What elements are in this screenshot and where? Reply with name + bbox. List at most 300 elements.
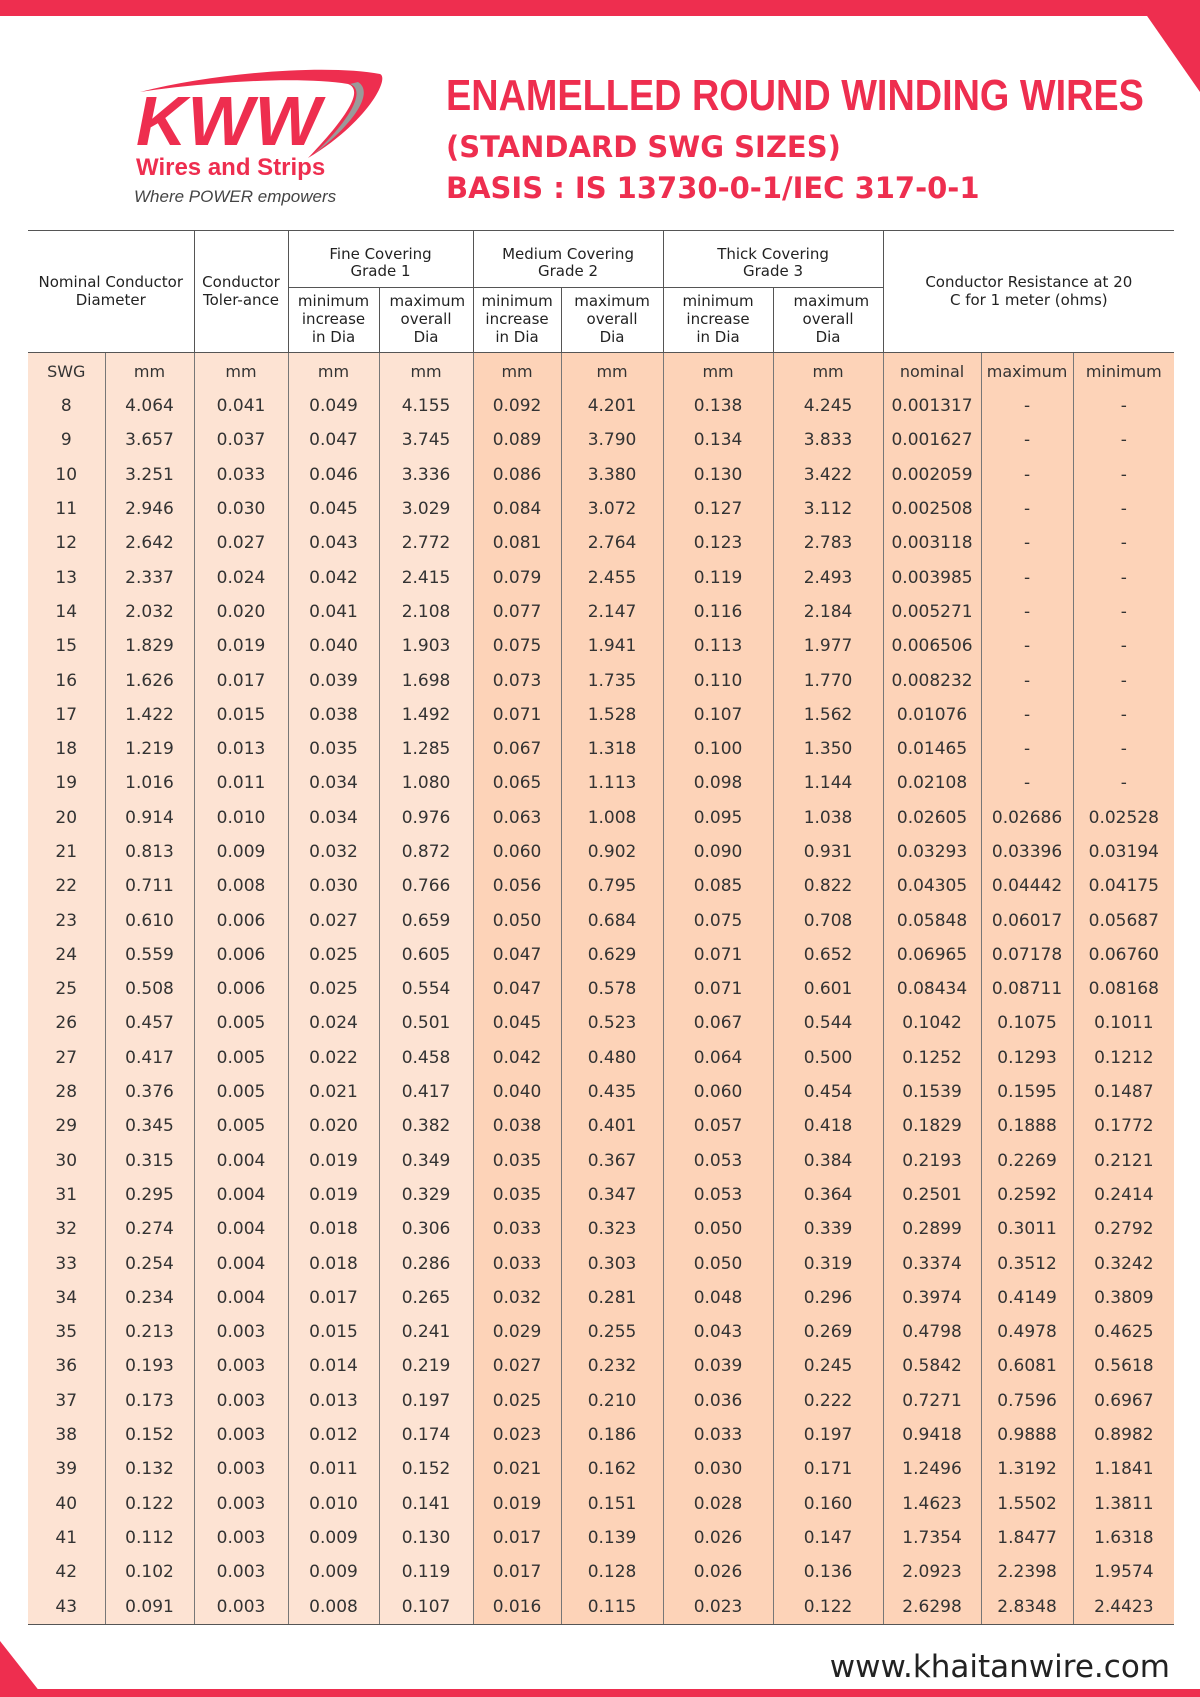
cell-thick-max: 1.350 xyxy=(773,732,883,766)
cell-medium-max: 0.367 xyxy=(561,1144,663,1178)
cell-resistance-nominal: 0.1252 xyxy=(883,1041,981,1075)
cell-medium-min: 0.047 xyxy=(473,972,561,1006)
cell-resistance-min: 0.04175 xyxy=(1073,869,1174,903)
cell-resistance-max: - xyxy=(981,663,1073,697)
cell-nominal-diameter: 1.626 xyxy=(105,663,194,697)
cell-resistance-min: 1.6318 xyxy=(1073,1521,1174,1555)
cell-resistance-nominal: 0.4798 xyxy=(883,1315,981,1349)
header-medium-min: minimum increase in Dia xyxy=(473,288,561,353)
table-row xyxy=(28,1487,1174,1521)
cell-fine-max: 0.605 xyxy=(379,938,473,972)
cell-medium-min: 0.063 xyxy=(473,801,561,835)
cell-resistance-nominal: 0.003985 xyxy=(883,560,981,594)
cell-resistance-nominal: 0.1829 xyxy=(883,1109,981,1143)
cell-resistance-min: - xyxy=(1073,732,1174,766)
cell-thick-min: 0.085 xyxy=(663,869,773,903)
cell-swg: 12 xyxy=(28,526,105,560)
cell-resistance-nominal: 0.06965 xyxy=(883,938,981,972)
cell-fine-min: 0.040 xyxy=(288,629,379,663)
cell-fine-min: 0.019 xyxy=(288,1144,379,1178)
cell-thick-min: 0.026 xyxy=(663,1555,773,1589)
cell-tolerance: 0.004 xyxy=(194,1212,288,1246)
table-row xyxy=(28,663,1174,697)
cell-medium-min: 0.079 xyxy=(473,560,561,594)
cell-thick-max: 0.544 xyxy=(773,1006,883,1040)
cell-resistance-min: 1.3811 xyxy=(1073,1487,1174,1521)
cell-medium-max: 4.201 xyxy=(561,389,663,423)
cell-thick-max: 0.364 xyxy=(773,1178,883,1212)
cell-medium-max: 0.255 xyxy=(561,1315,663,1349)
cell-medium-max: 0.210 xyxy=(561,1384,663,1418)
cell-medium-max: 3.790 xyxy=(561,423,663,457)
table-row xyxy=(28,1109,1174,1143)
cell-fine-min: 0.038 xyxy=(288,698,379,732)
cell-fine-min: 0.049 xyxy=(288,389,379,423)
table-row xyxy=(28,595,1174,629)
cell-fine-max: 3.336 xyxy=(379,458,473,492)
cell-resistance-nominal: 0.002508 xyxy=(883,492,981,526)
cell-fine-max: 1.492 xyxy=(379,698,473,732)
cell-resistance-max: 0.2269 xyxy=(981,1144,1073,1178)
cell-nominal-diameter: 0.376 xyxy=(105,1075,194,1109)
cell-fine-max: 1.698 xyxy=(379,663,473,697)
table-row xyxy=(28,389,1174,423)
cell-resistance-max: - xyxy=(981,492,1073,526)
cell-resistance-nominal: 0.3374 xyxy=(883,1246,981,1280)
cell-resistance-nominal: 0.005271 xyxy=(883,595,981,629)
cell-fine-min: 0.021 xyxy=(288,1075,379,1109)
cell-thick-min: 0.050 xyxy=(663,1246,773,1280)
unit-cell-nominal-diameter: mm xyxy=(105,353,194,390)
cell-fine-max: 0.197 xyxy=(379,1384,473,1418)
cell-thick-max: 0.652 xyxy=(773,938,883,972)
cell-medium-min: 0.029 xyxy=(473,1315,561,1349)
cell-fine-min: 0.045 xyxy=(288,492,379,526)
cell-medium-min: 0.067 xyxy=(473,732,561,766)
cell-resistance-max: - xyxy=(981,595,1073,629)
cell-fine-min: 0.034 xyxy=(288,766,379,800)
table-row xyxy=(28,1006,1174,1040)
cell-tolerance: 0.003 xyxy=(194,1315,288,1349)
cell-medium-min: 0.016 xyxy=(473,1589,561,1624)
bottom-accent-bar xyxy=(0,1689,1200,1697)
cell-tolerance: 0.003 xyxy=(194,1349,288,1383)
cell-fine-max: 1.080 xyxy=(379,766,473,800)
cell-medium-min: 0.023 xyxy=(473,1418,561,1452)
cell-tolerance: 0.010 xyxy=(194,801,288,835)
cell-fine-max: 0.659 xyxy=(379,903,473,937)
cell-nominal-diameter: 0.914 xyxy=(105,801,194,835)
unit-cell-tolerance: mm xyxy=(194,353,288,390)
cell-nominal-diameter: 0.102 xyxy=(105,1555,194,1589)
cell-fine-min: 0.012 xyxy=(288,1418,379,1452)
cell-thick-min: 0.023 xyxy=(663,1589,773,1624)
cell-thick-min: 0.036 xyxy=(663,1384,773,1418)
cell-fine-max: 0.130 xyxy=(379,1521,473,1555)
cell-thick-min: 0.116 xyxy=(663,595,773,629)
cell-thick-min: 0.030 xyxy=(663,1452,773,1486)
cell-nominal-diameter: 0.213 xyxy=(105,1315,194,1349)
cell-fine-min: 0.041 xyxy=(288,595,379,629)
cell-fine-max: 3.745 xyxy=(379,423,473,457)
cell-thick-max: 1.562 xyxy=(773,698,883,732)
cell-fine-min: 0.019 xyxy=(288,1178,379,1212)
cell-resistance-min: 0.05687 xyxy=(1073,903,1174,937)
cell-medium-max: 0.186 xyxy=(561,1418,663,1452)
cell-thick-min: 0.123 xyxy=(663,526,773,560)
cell-nominal-diameter: 2.032 xyxy=(105,595,194,629)
cell-medium-max: 0.115 xyxy=(561,1589,663,1624)
kww-logo xyxy=(128,66,388,216)
cell-nominal-diameter: 0.610 xyxy=(105,903,194,937)
cell-medium-min: 0.033 xyxy=(473,1212,561,1246)
cell-tolerance: 0.011 xyxy=(194,766,288,800)
cell-tolerance: 0.004 xyxy=(194,1246,288,1280)
table-row xyxy=(28,560,1174,594)
cell-fine-max: 2.108 xyxy=(379,595,473,629)
cell-thick-max: 2.184 xyxy=(773,595,883,629)
cell-thick-min: 0.075 xyxy=(663,903,773,937)
cell-tolerance: 0.003 xyxy=(194,1452,288,1486)
cell-thick-max: 1.770 xyxy=(773,663,883,697)
cell-thick-max: 0.339 xyxy=(773,1212,883,1246)
cell-thick-max: 2.783 xyxy=(773,526,883,560)
cell-resistance-nominal: 0.05848 xyxy=(883,903,981,937)
cell-fine-min: 0.018 xyxy=(288,1212,379,1246)
cell-swg: 8 xyxy=(28,389,105,423)
cell-thick-max: 0.708 xyxy=(773,903,883,937)
cell-swg: 19 xyxy=(28,766,105,800)
cell-resistance-max: 0.6081 xyxy=(981,1349,1073,1383)
cell-medium-max: 0.684 xyxy=(561,903,663,937)
cell-thick-max: 0.454 xyxy=(773,1075,883,1109)
table-row xyxy=(28,732,1174,766)
cell-tolerance: 0.003 xyxy=(194,1487,288,1521)
unit-cell-medium-min: mm xyxy=(473,353,561,390)
cell-nominal-diameter: 0.254 xyxy=(105,1246,194,1280)
cell-thick-max: 1.038 xyxy=(773,801,883,835)
cell-resistance-min: 0.02528 xyxy=(1073,801,1174,835)
cell-thick-max: 0.500 xyxy=(773,1041,883,1075)
header-medium-max: maximum overall Dia xyxy=(561,288,663,353)
cell-tolerance: 0.027 xyxy=(194,526,288,560)
cell-tolerance: 0.003 xyxy=(194,1384,288,1418)
logo-tagline: Where POWER empowers xyxy=(134,187,337,206)
top-accent-bar xyxy=(0,0,1200,16)
cell-resistance-min: 0.06760 xyxy=(1073,938,1174,972)
cell-fine-max: 0.286 xyxy=(379,1246,473,1280)
cell-medium-min: 0.027 xyxy=(473,1349,561,1383)
cell-medium-max: 2.455 xyxy=(561,560,663,594)
cell-resistance-max: 1.5502 xyxy=(981,1487,1073,1521)
cell-resistance-max: 0.7596 xyxy=(981,1384,1073,1418)
cell-resistance-max: - xyxy=(981,458,1073,492)
cell-medium-max: 1.941 xyxy=(561,629,663,663)
cell-resistance-nominal: 0.02108 xyxy=(883,766,981,800)
cell-resistance-max: - xyxy=(981,526,1073,560)
cell-tolerance: 0.013 xyxy=(194,732,288,766)
cell-nominal-diameter: 0.091 xyxy=(105,1589,194,1624)
cell-nominal-diameter: 2.946 xyxy=(105,492,194,526)
cell-resistance-nominal: 0.002059 xyxy=(883,458,981,492)
cell-tolerance: 0.004 xyxy=(194,1144,288,1178)
cell-swg: 24 xyxy=(28,938,105,972)
cell-tolerance: 0.006 xyxy=(194,938,288,972)
cell-nominal-diameter: 3.251 xyxy=(105,458,194,492)
cell-swg: 9 xyxy=(28,423,105,457)
cell-medium-min: 0.017 xyxy=(473,1555,561,1589)
cell-nominal-diameter: 1.829 xyxy=(105,629,194,663)
table-row xyxy=(28,1075,1174,1109)
cell-thick-max: 0.222 xyxy=(773,1384,883,1418)
cell-resistance-max: - xyxy=(981,629,1073,663)
cell-resistance-min: 0.1487 xyxy=(1073,1075,1174,1109)
cell-fine-min: 0.020 xyxy=(288,1109,379,1143)
cell-tolerance: 0.041 xyxy=(194,389,288,423)
cell-medium-max: 0.128 xyxy=(561,1555,663,1589)
cell-thick-min: 0.053 xyxy=(663,1178,773,1212)
cell-resistance-nominal: 0.9418 xyxy=(883,1418,981,1452)
website-url: www.khaitanwire.com xyxy=(829,1649,1170,1685)
cell-tolerance: 0.003 xyxy=(194,1521,288,1555)
cell-swg: 21 xyxy=(28,835,105,869)
cell-swg: 22 xyxy=(28,869,105,903)
cell-tolerance: 0.037 xyxy=(194,423,288,457)
cell-swg: 20 xyxy=(28,801,105,835)
cell-nominal-diameter: 0.457 xyxy=(105,1006,194,1040)
cell-resistance-nominal: 0.7271 xyxy=(883,1384,981,1418)
cell-tolerance: 0.020 xyxy=(194,595,288,629)
unit-cell-fine-max: mm xyxy=(379,353,473,390)
cell-fine-max: 0.107 xyxy=(379,1589,473,1624)
cell-resistance-min: 0.1212 xyxy=(1073,1041,1174,1075)
cell-medium-max: 0.151 xyxy=(561,1487,663,1521)
standard-basis: BASIS : IS 13730-0-1/IEC 317-0-1 xyxy=(446,171,980,205)
cell-thick-max: 0.269 xyxy=(773,1315,883,1349)
cell-fine-max: 0.872 xyxy=(379,835,473,869)
cell-resistance-nominal: 0.5842 xyxy=(883,1349,981,1383)
cell-fine-max: 4.155 xyxy=(379,389,473,423)
cell-nominal-diameter: 1.422 xyxy=(105,698,194,732)
cell-fine-min: 0.014 xyxy=(288,1349,379,1383)
cell-nominal-diameter: 0.813 xyxy=(105,835,194,869)
table-body xyxy=(28,353,1174,1625)
cell-fine-max: 2.772 xyxy=(379,526,473,560)
cell-swg: 29 xyxy=(28,1109,105,1143)
cell-resistance-nominal: 0.2501 xyxy=(883,1178,981,1212)
cell-medium-max: 0.435 xyxy=(561,1075,663,1109)
table-row xyxy=(28,1212,1174,1246)
cell-medium-min: 0.050 xyxy=(473,903,561,937)
cell-tolerance: 0.004 xyxy=(194,1178,288,1212)
cell-resistance-min: 0.1011 xyxy=(1073,1006,1174,1040)
cell-resistance-min: - xyxy=(1073,492,1174,526)
cell-fine-min: 0.039 xyxy=(288,663,379,697)
cell-fine-max: 0.458 xyxy=(379,1041,473,1075)
cell-medium-max: 0.303 xyxy=(561,1246,663,1280)
table-row xyxy=(28,526,1174,560)
cell-swg: 40 xyxy=(28,1487,105,1521)
cell-nominal-diameter: 2.642 xyxy=(105,526,194,560)
cell-resistance-max: - xyxy=(981,766,1073,800)
cell-thick-max: 0.122 xyxy=(773,1589,883,1624)
cell-medium-min: 0.045 xyxy=(473,1006,561,1040)
cell-resistance-min: - xyxy=(1073,698,1174,732)
cell-resistance-max: 0.3011 xyxy=(981,1212,1073,1246)
cell-resistance-min: - xyxy=(1073,458,1174,492)
cell-fine-max: 0.141 xyxy=(379,1487,473,1521)
cell-tolerance: 0.005 xyxy=(194,1041,288,1075)
cell-resistance-nominal: 2.0923 xyxy=(883,1555,981,1589)
cell-thick-min: 0.033 xyxy=(663,1418,773,1452)
unit-cell-fine-min: mm xyxy=(288,353,379,390)
cell-thick-min: 0.095 xyxy=(663,801,773,835)
cell-resistance-min: 0.3809 xyxy=(1073,1281,1174,1315)
cell-medium-max: 0.629 xyxy=(561,938,663,972)
cell-thick-max: 0.197 xyxy=(773,1418,883,1452)
cell-medium-min: 0.019 xyxy=(473,1487,561,1521)
table-row xyxy=(28,1041,1174,1075)
table-row xyxy=(28,1144,1174,1178)
cell-resistance-min: 0.1772 xyxy=(1073,1109,1174,1143)
cell-nominal-diameter: 4.064 xyxy=(105,389,194,423)
cell-nominal-diameter: 0.711 xyxy=(105,869,194,903)
cell-fine-min: 0.024 xyxy=(288,1006,379,1040)
cell-medium-max: 1.735 xyxy=(561,663,663,697)
cell-medium-max: 0.139 xyxy=(561,1521,663,1555)
cell-thick-max: 3.112 xyxy=(773,492,883,526)
cell-medium-min: 0.071 xyxy=(473,698,561,732)
cell-thick-max: 0.319 xyxy=(773,1246,883,1280)
cell-resistance-max: 0.07178 xyxy=(981,938,1073,972)
cell-resistance-min: 2.4423 xyxy=(1073,1589,1174,1624)
cell-tolerance: 0.019 xyxy=(194,629,288,663)
cell-fine-min: 0.009 xyxy=(288,1555,379,1589)
unit-cell-resistance-min: minimum xyxy=(1073,353,1174,390)
header-thick-covering: Thick Covering Grade 3 xyxy=(663,231,883,288)
cell-resistance-nominal: 1.7354 xyxy=(883,1521,981,1555)
cell-fine-min: 0.042 xyxy=(288,560,379,594)
cell-nominal-diameter: 0.234 xyxy=(105,1281,194,1315)
cell-medium-min: 0.038 xyxy=(473,1109,561,1143)
cell-swg: 13 xyxy=(28,560,105,594)
table-row xyxy=(28,1246,1174,1280)
cell-resistance-max: 0.1595 xyxy=(981,1075,1073,1109)
cell-thick-min: 0.098 xyxy=(663,766,773,800)
cell-medium-min: 0.056 xyxy=(473,869,561,903)
cell-resistance-max: - xyxy=(981,732,1073,766)
cell-swg: 25 xyxy=(28,972,105,1006)
cell-swg: 34 xyxy=(28,1281,105,1315)
cell-thick-min: 0.119 xyxy=(663,560,773,594)
cell-nominal-diameter: 0.193 xyxy=(105,1349,194,1383)
cell-medium-max: 0.902 xyxy=(561,835,663,869)
cell-thick-min: 0.060 xyxy=(663,1075,773,1109)
cell-medium-min: 0.035 xyxy=(473,1144,561,1178)
cell-resistance-min: 1.9574 xyxy=(1073,1555,1174,1589)
cell-swg: 36 xyxy=(28,1349,105,1383)
cell-fine-min: 0.010 xyxy=(288,1487,379,1521)
table-row xyxy=(28,801,1174,835)
wire-spec-table xyxy=(28,230,1174,1625)
cell-resistance-max: 2.2398 xyxy=(981,1555,1073,1589)
cell-thick-max: 0.136 xyxy=(773,1555,883,1589)
cell-nominal-diameter: 0.315 xyxy=(105,1144,194,1178)
cell-resistance-min: 0.2414 xyxy=(1073,1178,1174,1212)
cell-swg: 26 xyxy=(28,1006,105,1040)
cell-fine-max: 0.329 xyxy=(379,1178,473,1212)
cell-fine-min: 0.032 xyxy=(288,835,379,869)
cell-fine-min: 0.035 xyxy=(288,732,379,766)
cell-medium-max: 1.008 xyxy=(561,801,663,835)
cell-medium-min: 0.035 xyxy=(473,1178,561,1212)
cell-fine-max: 0.976 xyxy=(379,801,473,835)
cell-tolerance: 0.005 xyxy=(194,1109,288,1143)
cell-thick-max: 4.245 xyxy=(773,389,883,423)
cell-medium-min: 0.073 xyxy=(473,663,561,697)
cell-fine-min: 0.018 xyxy=(288,1246,379,1280)
table-header xyxy=(28,231,1174,353)
cell-tolerance: 0.017 xyxy=(194,663,288,697)
cell-resistance-min: 0.8982 xyxy=(1073,1418,1174,1452)
cell-resistance-nominal: 0.001317 xyxy=(883,389,981,423)
cell-medium-max: 2.764 xyxy=(561,526,663,560)
table-row xyxy=(28,629,1174,663)
cell-resistance-min: - xyxy=(1073,560,1174,594)
cell-thick-max: 0.245 xyxy=(773,1349,883,1383)
cell-thick-max: 2.493 xyxy=(773,560,883,594)
cell-swg: 42 xyxy=(28,1555,105,1589)
cell-resistance-nominal: 0.003118 xyxy=(883,526,981,560)
cell-fine-max: 0.119 xyxy=(379,1555,473,1589)
cell-medium-min: 0.033 xyxy=(473,1246,561,1280)
cell-resistance-nominal: 0.04305 xyxy=(883,869,981,903)
cell-tolerance: 0.006 xyxy=(194,903,288,937)
cell-thick-min: 0.039 xyxy=(663,1349,773,1383)
cell-resistance-min: 0.08168 xyxy=(1073,972,1174,1006)
cell-swg: 11 xyxy=(28,492,105,526)
cell-fine-min: 0.015 xyxy=(288,1315,379,1349)
cell-thick-max: 3.422 xyxy=(773,458,883,492)
cell-resistance-min: - xyxy=(1073,423,1174,457)
cell-fine-min: 0.027 xyxy=(288,903,379,937)
cell-resistance-nominal: 0.08434 xyxy=(883,972,981,1006)
cell-thick-min: 0.057 xyxy=(663,1109,773,1143)
cell-medium-min: 0.086 xyxy=(473,458,561,492)
cell-swg: 38 xyxy=(28,1418,105,1452)
cell-tolerance: 0.033 xyxy=(194,458,288,492)
cell-medium-min: 0.032 xyxy=(473,1281,561,1315)
cell-thick-min: 0.138 xyxy=(663,389,773,423)
table-row xyxy=(28,698,1174,732)
cell-nominal-diameter: 3.657 xyxy=(105,423,194,457)
cell-swg: 35 xyxy=(28,1315,105,1349)
cell-resistance-nominal: 0.1042 xyxy=(883,1006,981,1040)
cell-resistance-min: - xyxy=(1073,663,1174,697)
cell-resistance-nominal: 0.01076 xyxy=(883,698,981,732)
unit-cell-swg: SWG xyxy=(28,353,105,390)
wire-spec-table-container xyxy=(28,230,1174,1625)
header-fine-covering: Fine Covering Grade 1 xyxy=(288,231,473,288)
cell-swg: 14 xyxy=(28,595,105,629)
cell-fine-max: 3.029 xyxy=(379,492,473,526)
cell-resistance-max: - xyxy=(981,698,1073,732)
cell-medium-min: 0.089 xyxy=(473,423,561,457)
cell-thick-max: 1.977 xyxy=(773,629,883,663)
cell-thick-min: 0.048 xyxy=(663,1281,773,1315)
cell-nominal-diameter: 0.559 xyxy=(105,938,194,972)
cell-swg: 33 xyxy=(28,1246,105,1280)
